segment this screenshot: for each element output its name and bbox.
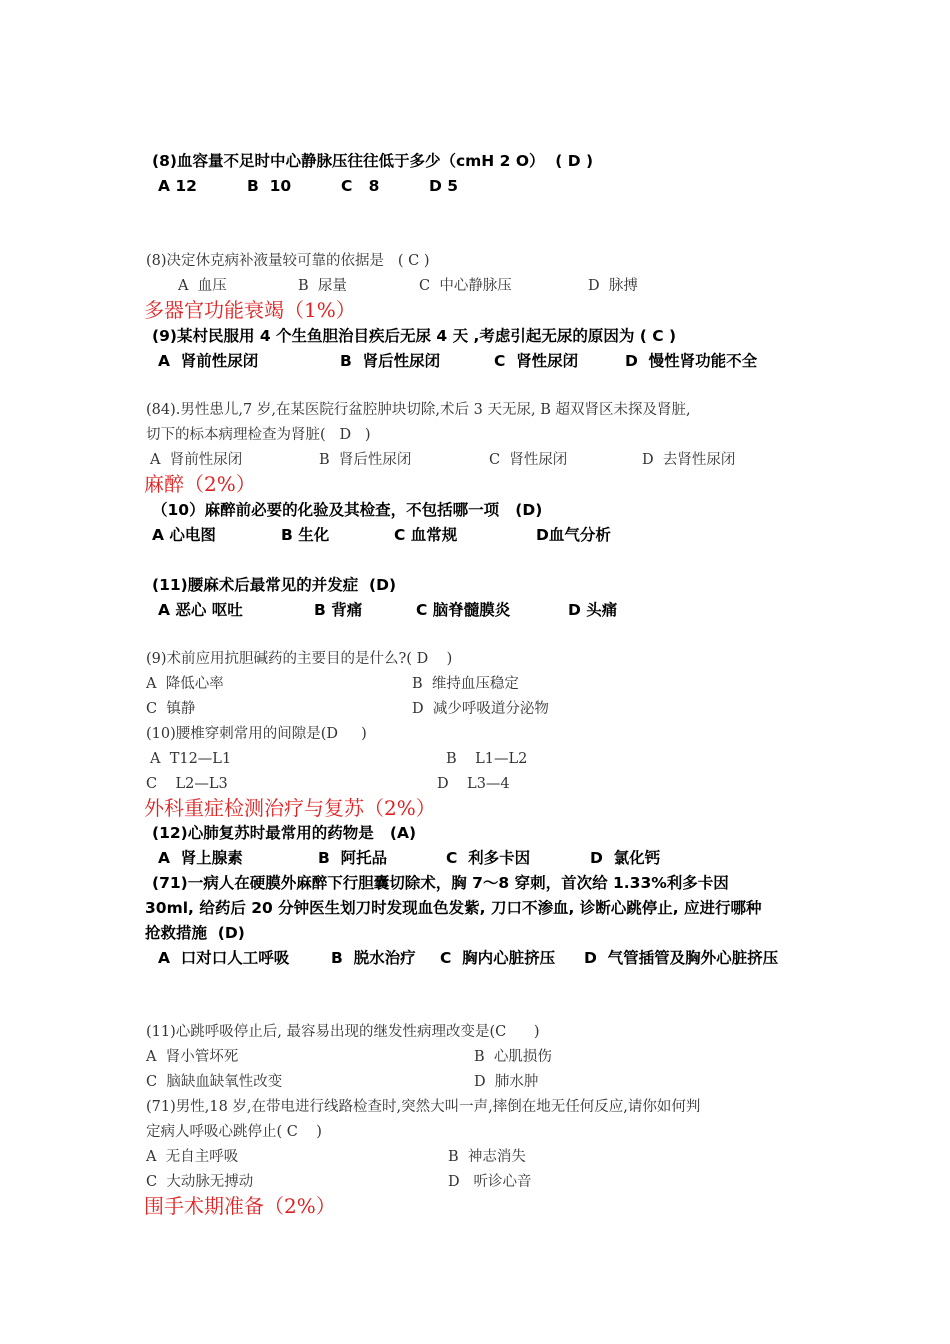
option-b: B 10 [247, 177, 292, 195]
option-a: A 无自主呼吸 [146, 1149, 239, 1165]
question-stem: (12)心肺复苏时最常用的药物是 (A) [152, 824, 417, 842]
question-stem: (71)一病人在硬膜外麻醉下行胆囊切除术，胸 7～8 穿刺，首次给 1.33%利多卡因 [152, 874, 729, 892]
option-a: A 血压 [178, 278, 227, 294]
option-c: C 大动脉无搏动 [146, 1174, 254, 1190]
option-c: C 脑缺血缺氧性改变 [146, 1074, 283, 1090]
question-stem: (9)某村民服用 4 个生鱼胆治目疾后无尿 4 天 ,考虑引起无尿的原因为 ( C ) [152, 327, 677, 345]
question-stem-cont: 30ml, 给药后 20 分钟医生划刀时发现血色发紫, 刀口不渗血, 诊断心跳停止, 应进行哪种 [145, 899, 762, 917]
option-a: A T12—L1 [150, 751, 232, 767]
option-c: C 镇静 [146, 701, 196, 717]
option-b: B 背痛 [314, 601, 363, 619]
question-stem: (9)术前应用抗胆碱药的主要目的是什么?( D ) [146, 651, 453, 667]
question-stem: (84).男性患儿,7 岁,在某医院行盆腔肿块切除,术后 3 天无尿, B 超双肾区未探及肾脏, [146, 402, 691, 418]
option-c: C 8 [341, 177, 380, 195]
option-b: B L1—L2 [446, 751, 528, 767]
option-b: B 阿托品 [318, 849, 388, 867]
option-a: A 肾前性尿闭 [158, 352, 259, 370]
option-d: D 肺水肿 [474, 1074, 539, 1090]
option-d: D 减少呼吸道分泌物 [412, 701, 549, 717]
option-d: D 去肾性尿闭 [642, 452, 736, 468]
option-c: C 利多卡因 [446, 849, 531, 867]
option-d: D 脉搏 [588, 278, 638, 294]
option-d: D 头痛 [568, 601, 618, 619]
option-a: A 心电图 [152, 526, 216, 544]
option-a: A 口对口人工呼吸 [158, 949, 290, 967]
option-c: C 肾性尿闭 [489, 452, 568, 468]
section-heading: 多器官功能衰竭（1%） [144, 298, 356, 322]
option-a: A 恶心 呕吐 [158, 601, 243, 619]
question-stem: (8)血容量不足时中心静脉压往往低于多少（cmH 2 O） ( D ) [152, 152, 594, 170]
question-stem-cont: 切下的标本病理检查为肾脏( D ) [146, 427, 371, 443]
option-b: B 肾后性尿闭 [340, 352, 441, 370]
question-stem: (10)腰椎穿刺常用的间隙是(D ) [146, 726, 367, 742]
option-d: D 听诊心音 [448, 1174, 532, 1190]
option-d: D 氯化钙 [590, 849, 661, 867]
option-c: C 脑脊髓膜炎 [416, 601, 511, 619]
option-d: D 5 [429, 177, 459, 195]
question-stem: (8)决定休克病补液量较可靠的依据是 ( C ) [146, 253, 430, 269]
question-stem: (71)男性,18 岁,在带电进行线路检查时,突然大叫一声,摔倒在地无任何反应,请你如何判 [146, 1099, 701, 1115]
option-a: A 肾前性尿闭 [150, 452, 243, 468]
option-d: D 气管插管及胸外心脏挤压 [584, 949, 779, 967]
option-b: B 尿量 [298, 278, 347, 294]
option-b: B 肾后性尿闭 [319, 452, 412, 468]
question-stem: （10）麻醉前必要的化验及其检查，不包括哪一项 (D) [152, 501, 543, 519]
option-d: D 慢性肾功能不全 [625, 352, 758, 370]
option-a: A 12 [158, 177, 197, 195]
option-b: B 生化 [281, 526, 330, 544]
question-stem: (11)腰麻术后最常见的并发症 (D) [152, 576, 397, 594]
option-c: C 胸内心脏挤压 [440, 949, 556, 967]
option-c: C 血常规 [394, 526, 458, 544]
option-b: B 维持血压稳定 [412, 676, 519, 692]
option-a: A 降低心率 [146, 676, 224, 692]
option-a: A 肾上腺素 [158, 849, 243, 867]
section-heading: 围手术期准备（2%） [144, 1194, 336, 1218]
question-stem-cont: 定病人呼吸心跳停止( C ) [146, 1124, 322, 1140]
question-stem: (11)心跳呼吸停止后, 最容易出现的继发性病理改变是(C ) [146, 1024, 540, 1040]
option-d: D L3—4 [437, 776, 510, 792]
option-b: B 脱水治疗 [331, 949, 416, 967]
option-b: B 神志消失 [448, 1149, 526, 1165]
option-c: C 中心静脉压 [419, 278, 512, 294]
section-heading: 麻醉（2%） [144, 472, 256, 496]
section-heading: 外科重症检测治疗与复苏（2%） [144, 796, 436, 820]
option-d: D血气分析 [536, 526, 611, 544]
question-stem-cont: 抢救措施 (D) [145, 924, 245, 942]
option-b: B 心肌损伤 [474, 1049, 552, 1065]
option-a: A 肾小管坏死 [146, 1049, 239, 1065]
option-c: C L2—L3 [146, 776, 228, 792]
option-c: C 肾性尿闭 [494, 352, 579, 370]
